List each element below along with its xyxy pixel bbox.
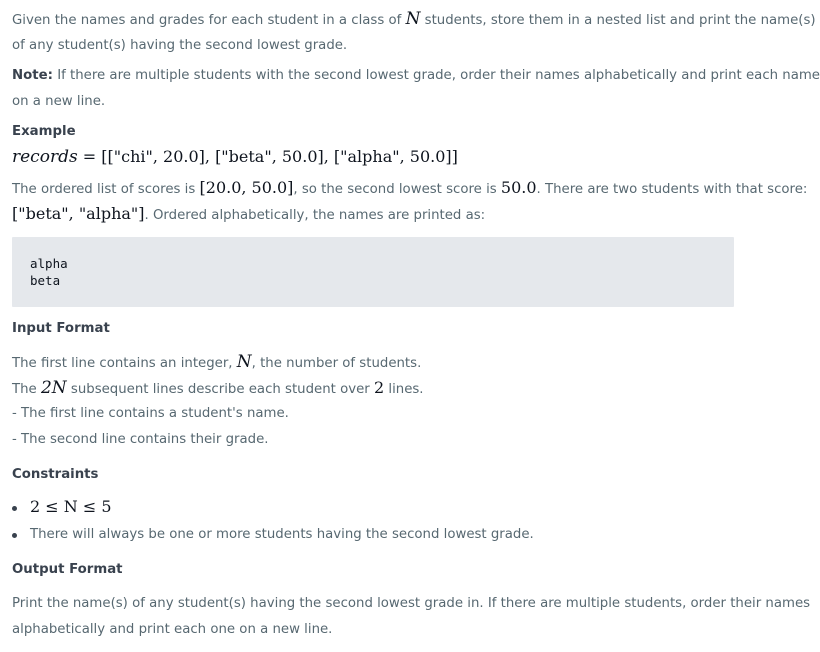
code-line: beta xyxy=(30,273,61,288)
constraint-item-2: There will always be one or more students having the second lowest grade. xyxy=(30,527,534,542)
records-eq: = xyxy=(77,147,102,166)
input-text: The xyxy=(12,382,41,397)
example-heading: Example xyxy=(12,124,76,139)
math-n: N xyxy=(405,9,421,29)
input-text-post: lines. xyxy=(384,382,424,397)
code-line: alpha xyxy=(30,256,68,271)
note-line-2: on a new line. xyxy=(12,94,106,109)
example-text-post: . There are two students with that score: xyxy=(536,182,808,197)
note-text: If there are multiple students with the second lowest grade, order their names alphabetically and print each name xyxy=(52,68,820,83)
records-formula xyxy=(12,144,458,172)
second-score-math: 50.0 xyxy=(500,178,537,197)
note-label: Note: xyxy=(12,68,53,83)
input-line-3: - The first line contains a student's name. xyxy=(12,406,289,421)
input-line-1 xyxy=(12,350,421,377)
code-block xyxy=(12,237,734,307)
constraint-item-1 xyxy=(30,494,112,522)
input-line-2 xyxy=(12,375,424,403)
output-format-heading: Output Format xyxy=(12,562,123,577)
records-var: records xyxy=(12,147,78,167)
students-math: ["beta", "alpha"] xyxy=(12,204,145,223)
constraints-heading: Constraints xyxy=(12,467,99,482)
intro-text-cont: students, store them in a nested list and print the name(s) xyxy=(420,13,816,28)
constraint-math: 2 ≤ N ≤ 5 xyxy=(30,497,112,516)
example-text-2: . Ordered alphabetically, the names are printed as: xyxy=(144,208,486,223)
intro-line-2: of any student(s) having the second lowest grade. xyxy=(12,38,348,53)
note-line-1 xyxy=(12,63,820,89)
intro-line-1 xyxy=(12,7,816,34)
math-2n: 2N xyxy=(40,378,67,398)
output-line-1: Print the name(s) of any student(s) having the second lowest grade in. If there are multiple students, order their names xyxy=(12,596,811,611)
scores-math: [20.0, 50.0] xyxy=(199,178,294,197)
bullet-icon xyxy=(12,506,17,511)
records-value: [["chi", 20.0], ["beta", 50.0], ["alpha", 50.0]] xyxy=(101,147,458,166)
example-line-1 xyxy=(12,175,807,203)
bullet-icon xyxy=(12,533,17,538)
input-line-4: - The second line contains their grade. xyxy=(12,432,269,447)
example-line-2 xyxy=(12,201,485,229)
input-text: The first line contains an integer, xyxy=(12,356,237,371)
input-text-post: , the number of students. xyxy=(251,356,422,371)
output-line-2: alphabetically and print each one on a new line. xyxy=(12,622,333,637)
example-text-mid: , so the second lowest score is xyxy=(293,182,501,197)
math-n: N xyxy=(236,352,252,372)
input-format-heading: Input Format xyxy=(12,321,110,336)
input-text-mid: subsequent lines describe each student over xyxy=(66,382,374,397)
math-2: 2 xyxy=(373,378,385,397)
intro-text: Given the names and grades for each student in a class of xyxy=(12,13,406,28)
example-text: The ordered list of scores is xyxy=(12,182,200,197)
